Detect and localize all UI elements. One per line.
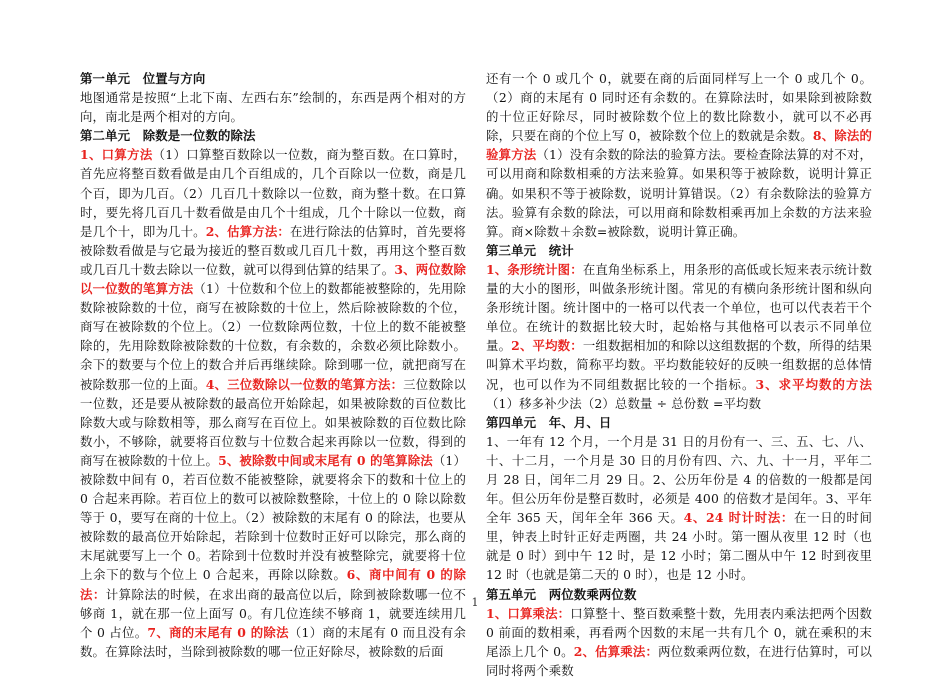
zero-in-dividend-text: （1）被除数中间有 0，若百位数不能被整除，就要将余下的数和十位上的 0 合起来再除。若百位上的数可以被除数整除，十位上的 0 除以除数等于 0，要写在商的十位上。（2）被除数的末尾有 0 的除法，也要从被除数的最高位开始除起，若除到十位数时正好可以除完，那么商的末尾就要写上一个 0。若除到十位数时并没有被整除完，就要将十位上余下的数与个位上 0 合起来，再除以除数。	[80, 452, 466, 583]
two-digit-division-heading: 3、两位数除以一位数的笔算方法	[80, 261, 467, 297]
zero-in-quotient-heading: 6、商中间有 0 的除法：	[80, 567, 466, 602]
leap-year-text: 2、公历年份是 4 的倍数的一般都是闰年。但公历年份是整百数时，必须是 400 的倍数才是闰年。	[486, 471, 872, 507]
right-column	[486, 69, 872, 680]
oral-method-text: （1）口算整百数除以一位数，商为整百数。在口算时，首先应将整百数看做是由几个百组成的，几个百除以一位数，商是几个百，即为几百。（2）几百几十数除以一位数，商为整十数。在口算时，要先将几百几十数看做是由几个十组成，几个十除以一位数，商是几个十，即为几十。	[80, 147, 466, 239]
bar-chart-text: 在直角坐标系上，用条形的高低或长短来表示统计数量的大小的图形，叫做条形统计图。常见的有横向条形统计图和纵向条形统计图。统计图中的一格可以代表一个单位，也可以代表若干个单位。在统计的数据比较大时，起始格与其他格可以表示不同单位量。	[486, 261, 872, 354]
page-number: 1	[471, 596, 479, 609]
average-method-heading: 3、求平均数的方法	[755, 376, 873, 392]
24-hour-heading: 4、24 时计时法：	[683, 510, 795, 526]
estimate-multiplication-heading: 2、估算乘法：	[573, 643, 659, 659]
three-digit-division-text: 三位数除以一位数，还是要从被除数的最高位开始除起，如果被除数的百位数比除数大或与除数相等，那么商写在百位上。如果被除数的百位数比除数小，不够除，就要将百位数与十位数合起来再除以一位数，得到的商写在被除数的十位上。	[80, 376, 467, 468]
unit1-title: 第一单元 位置与方向	[80, 71, 206, 86]
zero-in-dividend-heading: 5、被除数中间或末尾有 0 的笔算除法	[218, 452, 433, 468]
average-heading: 2、平均数：	[511, 338, 583, 354]
oral-multiplication-text: 口算整十、整百数乘整十数，先用表内乘法把两个因数 0 前面的数相乘，再看两个因数的末尾一共有几个 0，就在乘积的末尾添上几个 0。	[486, 605, 872, 659]
unit3-title: 第三单元 统计	[486, 242, 574, 258]
unit5-title: 第五单元 两位数乘两位数	[486, 586, 637, 602]
average-method-text: （1）移多补少法（2）总数量 ÷ 总份数 =平均数	[486, 395, 762, 411]
oral-method-heading: 1、口算方法	[80, 147, 153, 163]
continued-text: 还有一个 0 或几个 0，就要在商的后面同样写上一个 0 或几个 0。（2）商的末尾有 0 同时还有余数的。在算除法时，如果除到被除数的十位正好除尽，同时被除数个位上的数比除数小，就可以不必再除，只要在商的个位上写 0，被除数个位上的数就是余数。	[486, 71, 872, 144]
zero-in-quotient-text: 计算除法的时候，在求出商的最高位以后，除到被除数哪一位不够商 1，就在那一位上面写 0。有几位连续不够商 1，就要连续用几个 0 占位。	[80, 586, 466, 640]
two-digit-division-text: （1）十位数和个位上的数都能被整除的，先用除数除被除数的十位，商写在被除数的十位上，然后除被除数的个位，商写在被除数的个位上。（2）一位数除两位数，十位上的数不能被整除的，先用除数除被除数的十位数，有余数的，余数必须比除数小。余下的数要与个位上的数合并后再继续除。除到哪一位，就把商写在被除数那一位的上面。	[80, 281, 466, 392]
months-text: 1、一年有 12 个月，一个月是 31 日的月份有一、三、五、七、八、十、十二月，一个月是 30 日的月份有四、六、九、十一月，平年二月 28 日，闰年二月 29 日。	[486, 433, 872, 487]
division-check-heading: 8、除法的验算方法	[486, 128, 873, 163]
estimation-text: 在进行除法的估算时，首先要将被除数看做是与它最为接近的整百数或几百几十数，再用这个整百数或几百几十数去除以一位数，就可以得到估算的结果了。	[80, 223, 467, 277]
estimate-multiplication-text: 两位数乘两位数，在进行估算时，可以同时将两个乘数	[486, 643, 872, 678]
division-check-text: （1）没有余数的除法的验算方法。要检查除法算的对不对，可以用商和除数相乘的方法来验算。如果积等于被除数，说明计算正确。如果积不等于被除数，说明计算错误。（2）有余数除法的验算方法。验算有余数的除法，可以用商和除数相乘再加上余数的方法来验算。商×除数＋余数=被除数，说明计算正确。	[486, 147, 872, 239]
zero-at-quotient-end-text: （1）商的末尾有 0 而且没有余数。在算除法时，当除到被除数的哪一位正好除尽，被除数的后面	[80, 624, 467, 659]
unit2-title: 第二单元 除数是一位数的除法	[80, 128, 256, 144]
average-text: 一组数据相加的和除以这组数据的个数，所得的结果叫算术平均数，简称平均数。平均数能较好的反映一组数据的总体情况，也可以作为不同组数据比较的一个指标。	[486, 338, 872, 392]
three-digit-division-heading: 4、三位数除以一位数的笔算方法：	[205, 376, 404, 392]
zero-at-quotient-end-heading: 7、商的末尾有 0 的除法	[147, 624, 289, 640]
unit4-title: 第四单元 年、月、日	[486, 414, 612, 430]
24-hour-text: 在一日的时间里，钟表上时针正好走两圈，共 24 小时。第一圈从夜里 12 时（也就是 0 时）到中午 12 时，是 12 小时；第二圈从中午 12 时到夜里 12 时（也就是第二天的 0 时），也是 12 小时。	[486, 510, 872, 583]
bar-chart-heading: 1、条形统计图：	[486, 261, 583, 277]
unit1-text: 地图通常是按照“上北下南、左西右东”绘制的，东西是两个相对的方向，南北是两个相对的方向。	[80, 90, 466, 125]
left-column	[80, 69, 466, 661]
estimation-heading: 2、估算方法：	[205, 223, 290, 239]
days-in-year-text: 3、平年全年 365 天，闰年全年 366 天。	[486, 491, 872, 526]
oral-multiplication-heading: 1、口算乘法：	[486, 605, 571, 621]
